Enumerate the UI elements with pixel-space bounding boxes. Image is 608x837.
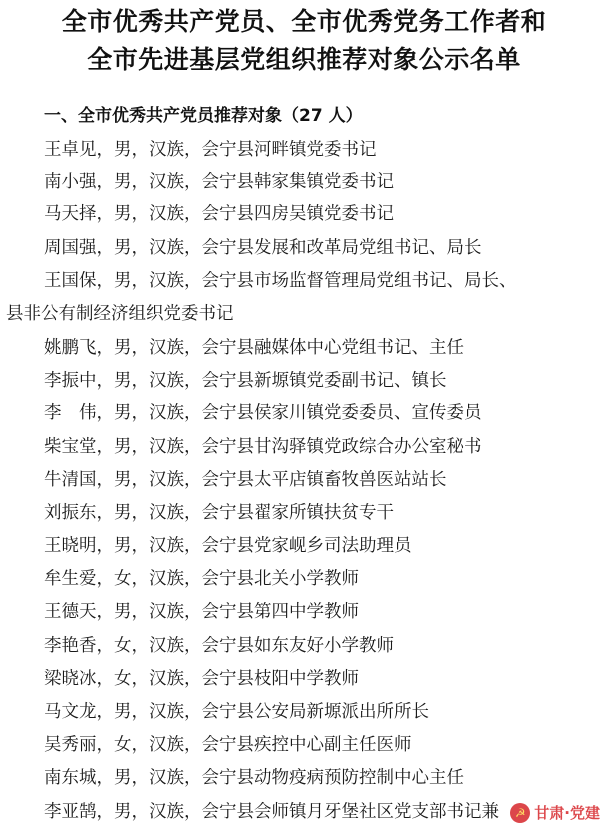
- list-item: 李 伟，男，汉族，会宁县侯家川镇党委委员、宣传委员: [44, 403, 482, 423]
- list-item: 马天择，男，汉族，会宁县四房吴镇党委书记: [44, 204, 394, 224]
- list-item: 牛清国，男，汉族，会宁县太平店镇畜牧兽医站站长: [44, 470, 447, 490]
- list-item: 姚鹏飞，男，汉族，会宁县融媒体中心党组书记、主任: [44, 338, 464, 358]
- list-item: 牟生爱，女，汉族，会宁县北关小学教师: [44, 569, 359, 589]
- list-item: 刘振东，男，汉族，会宁县翟家所镇扶贫专干: [44, 503, 394, 523]
- watermark: [510, 802, 600, 823]
- list-item: 李亚鹄，男，汉族，会宁县会师镇月牙堡社区党支部书记兼: [44, 802, 499, 822]
- list-item: 李振中，男，汉族，会宁县新塬镇党委副书记、镇长: [44, 371, 447, 391]
- section-heading: 一、全市优秀共产党员推荐对象（27 人）: [44, 106, 363, 126]
- document-title-line-1: 全市优秀共产党员、全市优秀党务工作者和: [61, 7, 547, 36]
- list-item: 吴秀丽，女，汉族，会宁县疾控中心副主任医师: [44, 735, 412, 755]
- list-item: 李艳香，女，汉族，会宁县如东友好小学教师: [44, 636, 394, 656]
- list-item: 南小强，男，汉族，会宁县韩家集镇党委书记: [44, 172, 394, 192]
- list-item: 马文龙，男，汉族，会宁县公安局新塬派出所所长: [44, 702, 429, 722]
- party-emblem-icon: ☭: [510, 803, 530, 823]
- watermark-text: 甘肃·党建: [534, 804, 600, 822]
- list-item: 周国强，男，汉族，会宁县发展和改革局党组书记、局长: [44, 238, 482, 258]
- list-item: 王国保，男，汉族，会宁县市场监督管理局党组书记、局长、: [44, 271, 517, 291]
- list-item: 梁晓冰，女，汉族，会宁县枝阳中学教师: [44, 669, 359, 689]
- list-item: 王德天，男，汉族，会宁县第四中学教师: [44, 602, 359, 622]
- list-item: 王卓见，男，汉族，会宁县河畔镇党委书记: [44, 140, 377, 160]
- list-item: 柴宝堂，男，汉族，会宁县甘沟驿镇党政综合办公室秘书: [44, 437, 482, 457]
- document-title-line-2: 全市先进基层党组织推荐对象公示名单: [87, 45, 521, 74]
- list-item: 王晓明，男，汉族，会宁县党家岘乡司法助理员: [44, 536, 412, 556]
- list-item: 南东城，男，汉族，会宁县动物疫病预防控制中心主任: [44, 768, 464, 788]
- list-item-continuation: 县非公有制经济组织党委书记: [6, 304, 234, 324]
